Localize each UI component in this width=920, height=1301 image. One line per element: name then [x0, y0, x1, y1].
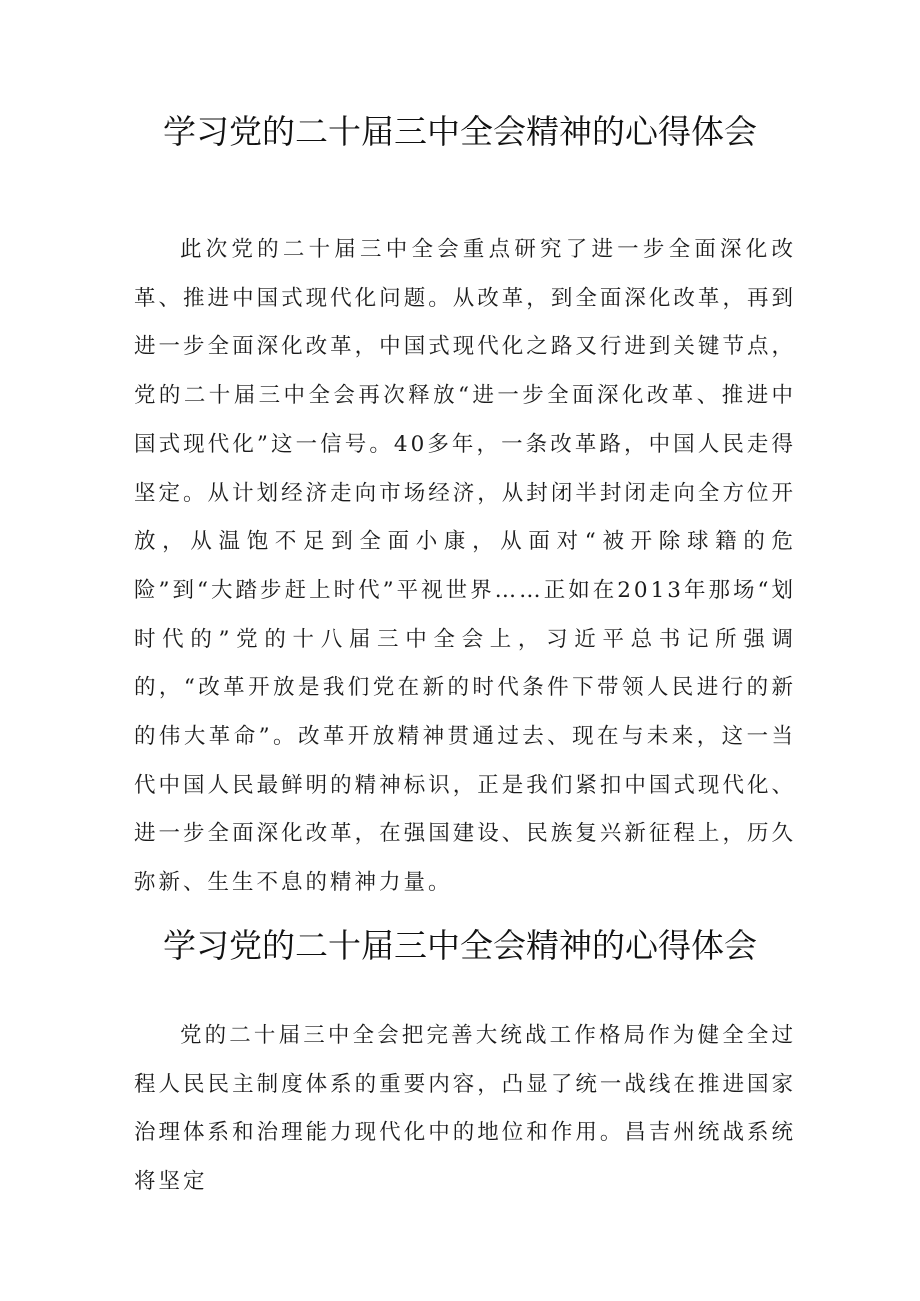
section-1-paragraph: 此次党的二十届三中全会重点研究了进一步全面深化改革、推进中国式现代化问题。从改革，到全面深化改革，再到进一步全面深化改革，中国式现代化之路又行进到关键节点，党的二十届三中全会再次释放“进一步全面深化改革、推进中国式现代化”这一信号。40多年，一条改革路，中国人民走得坚定。从计划经济走向市场经济，从封闭半封闭走向全方位开放，从温饱不足到全面小康，从面对“被开除球籍的危险”到“大踏步赶上时代”平视世界……正如在2013年那场“划时代的”党的十八届三中全会上，习近平总书记所强调的，“改革开放是我们党在新的时代条件下带领人民进行的新的伟大革命”。改革开放精神贯通过去、现在与未来，这一当代中国人民最鲜明的精神标识，正是我们紧扣中国式现代化、进一步全面深化改革，在强国建设、民族复兴新征程上，历久弥新、生生不息的精神力量。 — [134, 237, 796, 896]
section-2-paragraph: 党的二十届三中全会把完善大统战工作格局作为健全全过程人民民主制度体系的重要内容，凸显了统一战线在推进国家治理体系和治理能力现代化中的地位和作用。昌吉州统战系统将坚定 — [134, 1023, 796, 1195]
section-1-title: 学习党的二十届三中全会精神的心得体会 — [163, 112, 757, 151]
section-2-title: 学习党的二十届三中全会精神的心得体会 — [163, 926, 757, 965]
